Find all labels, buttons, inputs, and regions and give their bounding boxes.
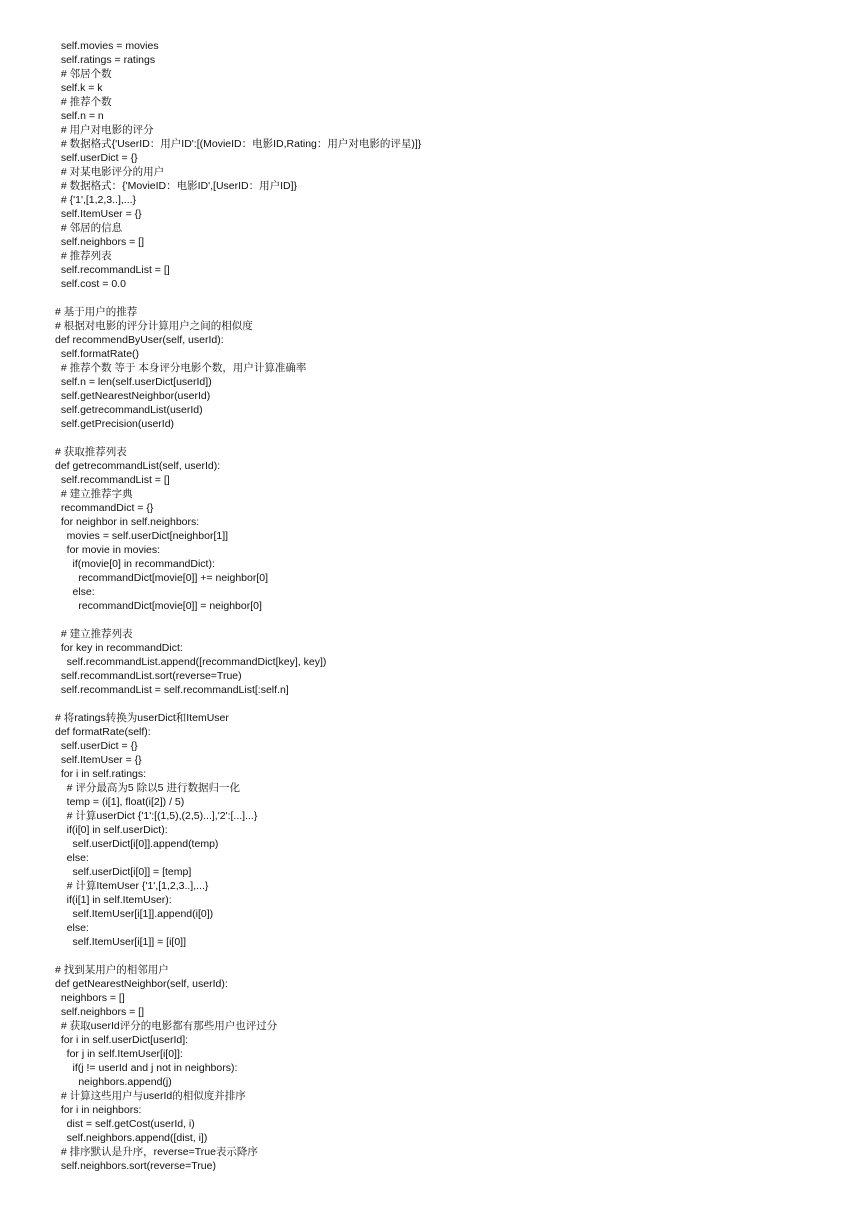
code-line: neighbors = [] xyxy=(55,992,125,1004)
code-line: recommandDict[movie[0]] = neighbor[0] xyxy=(55,600,262,612)
code-line: def recommendByUser(self, userId): xyxy=(55,334,224,346)
code-line: # 邻居的信息 xyxy=(55,222,123,234)
code-line: # 推荐个数 xyxy=(55,96,112,108)
code-line: self.userDict[i[0]] = [temp] xyxy=(55,866,192,878)
code-line: for i in self.userDict[userId]: xyxy=(55,1034,189,1046)
code-line: self.k = k xyxy=(55,82,103,94)
code-line: # 数据格式：{'MovieID：电影ID',[UserID：用户ID]} xyxy=(55,180,298,192)
code-line: # 将ratings转换为userDict和ItemUser xyxy=(55,712,229,724)
code-line: # 推荐列表 xyxy=(55,250,112,262)
code-line xyxy=(55,431,835,445)
code-line: if(j != userId and j not in neighbors): xyxy=(55,1062,238,1074)
code-line: for i in self.ratings: xyxy=(55,768,147,780)
code-line: self.getNearestNeighbor(userId) xyxy=(55,390,211,402)
code-line: self.userDict[i[0]].append(temp) xyxy=(55,838,219,850)
code-line: self.neighbors.append([dist, i]) xyxy=(55,1132,208,1144)
code-line: for j in self.ItemUser[i[0]]: xyxy=(55,1048,183,1060)
code-line: recommandDict[movie[0]] += neighbor[0] xyxy=(55,572,269,584)
code-line: # 评分最高为5 除以5 进行数据归一化 xyxy=(55,782,240,794)
code-line: self.userDict = {} xyxy=(55,740,138,752)
code-line xyxy=(55,291,835,305)
code-line: self.getPrecision(userId) xyxy=(55,418,175,430)
code-line: if(i[0] in self.userDict): xyxy=(55,824,168,836)
code-line: self.neighbors.sort(reverse=True) xyxy=(55,1160,216,1172)
code-line: else: xyxy=(55,852,89,864)
code-line: # 获取推荐列表 xyxy=(55,446,127,458)
code-line: else: xyxy=(55,586,95,598)
code-line: self.neighbors = [] xyxy=(55,1006,145,1018)
code-line: self.userDict = {} xyxy=(55,152,138,164)
code-line: # 排序默认是升序，reverse=True表示降序 xyxy=(55,1146,258,1158)
code-line: self.recommandList.append([recommandDict[key], key]) xyxy=(55,656,327,668)
code-line: self.ItemUser[i[1]].append(i[0]) xyxy=(55,908,214,920)
code-line: # 基于用户的推荐 xyxy=(55,306,138,318)
code-line: self.ratings = ratings xyxy=(55,54,156,66)
code-line: temp = (i[1], float(i[2]) / 5) xyxy=(55,796,185,808)
code-line: self.recommandList = [] xyxy=(55,264,170,276)
code-line: self.recommandList = self.recommandList[:self.n] xyxy=(55,684,289,696)
code-line: self.ItemUser = {} xyxy=(55,208,142,220)
code-line: self.recommandList.sort(reverse=True) xyxy=(55,670,242,682)
code-line: # 建立推荐列表 xyxy=(55,628,133,640)
code-line: # 计算userDict {'1':[(1,5),(2,5)...],'2':[...]...} xyxy=(55,810,258,822)
code-line: # 计算这些用户与userId的相似度并排序 xyxy=(55,1090,246,1102)
code-listing xyxy=(55,39,835,1173)
code-line xyxy=(55,613,835,627)
code-line: if(i[1] in self.ItemUser): xyxy=(55,894,172,906)
code-line: # 获取userId评分的电影都有那些用户也评过分 xyxy=(55,1020,278,1032)
code-line xyxy=(55,697,835,711)
code-line xyxy=(55,949,835,963)
code-line: # 对某电影评分的用户 xyxy=(55,166,165,178)
code-line: self.recommandList = [] xyxy=(55,474,170,486)
code-line: # 计算ItemUser {'1',[1,2,3..],...} xyxy=(55,880,209,892)
code-line: if(movie[0] in recommandDict): xyxy=(55,558,215,570)
code-line: for i in neighbors: xyxy=(55,1104,142,1116)
code-line: # 用户对电影的评分 xyxy=(55,124,154,136)
code-line: dist = self.getCost(userId, i) xyxy=(55,1118,195,1130)
code-line: recommandDict = {} xyxy=(55,502,154,514)
code-line: self.n = n xyxy=(55,110,104,122)
code-line: self.n = len(self.userDict[userId]) xyxy=(55,376,212,388)
code-line: self.cost = 0.0 xyxy=(55,278,126,290)
code-line: # {'1',[1,2,3..],...} xyxy=(55,194,137,206)
code-line: # 推荐个数 等于 本身评分电影个数，用户计算准确率 xyxy=(55,362,307,374)
code-line: else: xyxy=(55,922,89,934)
code-line: movies = self.userDict[neighbor[1]] xyxy=(55,530,229,542)
code-line: for key in recommandDict: xyxy=(55,642,183,654)
code-line: for movie in movies: xyxy=(55,544,161,556)
code-line: for neighbor in self.neighbors: xyxy=(55,516,200,528)
code-line: def formatRate(self): xyxy=(55,726,151,738)
code-line: self.movies = movies xyxy=(55,40,159,52)
code-line: self.ItemUser = {} xyxy=(55,754,142,766)
code-line: neighbors.append(j) xyxy=(55,1076,172,1088)
code-line: self.getrecommandList(userId) xyxy=(55,404,203,416)
code-line: # 数据格式{'UserID：用户ID':[(MovieID：电影ID,Rating：用户对电影的评星)]} xyxy=(55,138,422,150)
code-line: # 邻居个数 xyxy=(55,68,112,80)
code-line: # 找到某用户的相邻用户 xyxy=(55,964,169,976)
code-line: self.neighbors = [] xyxy=(55,236,145,248)
code-line: def getrecommandList(self, userId): xyxy=(55,460,221,472)
code-line: # 根据对电影的评分计算用户之间的相似度 xyxy=(55,320,253,332)
code-line: def getNearestNeighbor(self, userId): xyxy=(55,978,228,990)
code-line: self.formatRate() xyxy=(55,348,140,360)
code-line: # 建立推荐字典 xyxy=(55,488,133,500)
code-line: self.ItemUser[i[1]] = [i[0]] xyxy=(55,936,186,948)
